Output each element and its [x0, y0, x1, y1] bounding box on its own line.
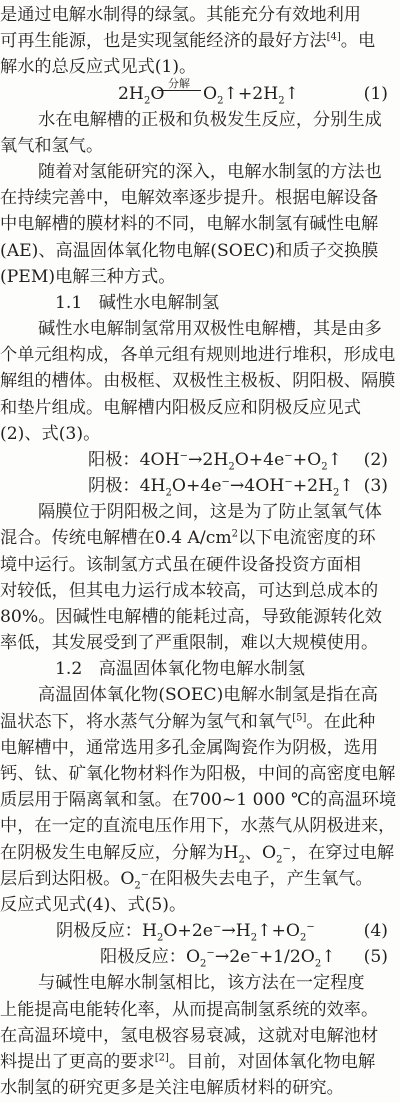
text-line: (AE)、高温固体氧化物电解(SOEC)和质子交换膜: [0, 240, 379, 261]
text-line: 率低，其发展受到了严重限制，难以大规模使用。: [0, 633, 379, 654]
text-line: 解水的总反应式见式(1)。: [0, 57, 197, 78]
citation: [5]: [292, 711, 307, 723]
text-line: 随着对氢能研究的深入，电解水制氢的方法也: [38, 162, 382, 182]
text-line: 可再生能源，也是实现氢能经济的最好方法[4]。电: [0, 31, 376, 52]
text-line: 在阴极发生电解反应，分解为$H_2$、$O_2^-$，在穿过电解: [0, 842, 395, 865]
text-line: 料提出了更高的要求[2]。目前，对固体氧化物电解: [0, 1051, 376, 1072]
equation-number: (2): [363, 449, 388, 470]
text-line: 解组的槽体。由极框、双极性主极板、阴阳极、隔膜: [0, 371, 396, 392]
equation-number: (4): [363, 921, 388, 941]
equation-number: (5): [363, 947, 388, 968]
text-line: (2)、式(3)。: [0, 423, 101, 444]
text-line: 在持续完善中，电解效率逐步提升。根据电解设备: [0, 188, 379, 209]
text-line: 水制氢的研究更多是关注电解质材料的研究。: [0, 1078, 344, 1098]
text-line: 和垫片组成。电解槽内阳极反应和阴极反应见式: [0, 397, 361, 418]
text-line: 与碱性电解水制氢相比，该方法在一定程度: [38, 973, 365, 994]
text-line: (PEM)电解三种方式。: [0, 266, 176, 287]
text-line: 高温固体氧化物(SOEC)电解水制氢是指在高: [38, 685, 378, 706]
text-line: 层后到达阳极。$O_2^-$在阳极失去电子，产生氧气。: [0, 868, 373, 892]
text-line: 温状态下，将水蒸气分解为氢气和氧气[5]。在此种: [0, 711, 376, 732]
text-line: 混合。传统电解槽在0.4 $A/cm^2$以下电流密度的环: [0, 528, 376, 549]
document-page: 是通过电解水制得的绿氢。其能充分有效地利用 可再生能源，也是实现氢能经济的最好方法[4]。电 解水的总反应式见式(1)。 $2H_2O$ 分解 $O_2↑+2H_2↑$ (1) 水在电解槽的正极和负极发生反应，分别生成 氧气和氢气。 随着对氢能研究的深入，电解水制氢的方法也 在持续完善中，电解效率逐步提升。根据电解设备 中电解槽的膜材料的不同，电解水制氢有碱性电解 (AE)、高温固体氧化物电解(SOEC)和质子交换膜 (PEM)电解三种方式。 1.1 碱性水电解制氢 碱性水电解制氢常用双极性电解槽，其是由多 个单元组构成，各单元组有规则地进行堆积，形成电 解组的槽体。由极框、双极性主极板、阴阳极、隔膜 和垫片组成。电解槽内阳极反应和阴极反应见式 (2)、式(3)。 阳极：$4OH^-\to 2H_2O+4e^-+O_2↑$ (2) 阴极：$4H_2O+4e^-\to 4OH^-+2H_2↑$ (3) 隔膜位于阴阳极之间，这是为了防止氢氧气体 混合。传统电解槽在0.4 $A/cm^2$以下电流密度的环 境中运行。该制氢方式虽在硬件设备投资方面相 对较低，但其电力运行成本较高，可达到总成本的 80%。因碱性电解槽的能耗过高，导致能源转化效 率低，其发展受到了严重限制，难以大规模使用。 1.2 高温固体氧化物电解水制氢 高温固体氧化物(SOEC)电解水制氢是指在高 温状态下，将水蒸气分解为氢气和氧气[5]。在此种 电解槽中，通常选用多孔金属陶瓷作为阴极，选用 钙、钛、矿氧化物材料作为阳极，中间的高密度电解 质层用于隔离氧和氢。在700~1 000 ℃的高温环境 中，在一定的直流电压作用下，水蒸气从阴极进来， 在阴极发生电解反应，分解为$H_2$、$O_2^-$，在穿过电解 层后到达阳极。$O_2^-$在阳极失去电子，产生氧气。 反应式见式(4)、式(5)。 阴极反应：$H_2O+2e^-\to H_2↑+O_2^-$ (4) 阳极反应：$O_2^-\to 2e^-+1/2O_2↑$ (5) 与碱性电解水制氢相比，该方法在一定程度 上能提高电能转化率，从而提高制氢系统的效率。 在高温环境中，氢电极容易衰减，这就对电解池材 料提出了更高的要求[2]。目前，对固体氧化物电解 水制氢的研究更多是关注电解质材料的研究。: [0, 0, 400, 1103]
text-line: 电解槽中，通常选用多孔金属陶瓷作为阴极，选用: [0, 737, 379, 758]
text-line: 中电解槽的膜材料的不同，电解水制氢有碱性电解: [0, 214, 379, 235]
citation: [4]: [326, 31, 341, 43]
text-line: 境中运行。该制氢方式虽在硬件设备投资方面相: [0, 554, 361, 575]
text-line: 反应式见式(4)、式(5)。: [0, 894, 187, 915]
text-line: 个单元组构成，各单元组有规则地进行堆积，形成电: [0, 345, 396, 366]
text-line: 80%。因碱性电解槽的能耗过高，导致能源转化效: [0, 606, 382, 627]
text-line: 隔膜位于阴阳极之间，这是为了防止氢氧气体: [38, 502, 382, 523]
text-line: 上能提高电能转化率，从而提高制氢系统的效率。: [0, 999, 379, 1020]
equation-number: (3): [363, 476, 388, 497]
text-line: 氧气和氢气。: [0, 135, 104, 156]
section-heading-1-1: 1.1 碱性水电解制氢: [55, 292, 220, 313]
section-heading-1-2: 1.2 高温固体氧化物电解水制氢: [55, 659, 305, 680]
equation-number: (1): [363, 83, 388, 104]
text-line: 钙、钛、矿氧化物材料作为阳极，中间的高密度电解: [0, 764, 396, 784]
text-line: 质层用于隔离氧和氢。在700~1 000 ℃的高温环境: [0, 790, 397, 811]
text-line: 碱性水电解制氢常用双极性电解槽，其是由多: [38, 319, 382, 339]
text-line: 是通过电解水制得的绿氢。其能充分有效地利用: [0, 5, 361, 25]
text-line: 水在电解槽的正极和负极发生反应，分别生成: [38, 109, 382, 130]
text-line: 在高温环境中，氢电极容易衰减，这就对电解池材: [0, 1025, 379, 1046]
text-line: 中，在一定的直流电压作用下，水蒸气从阴极进来，: [0, 816, 396, 837]
text-line: 对较低，但其电力运行成本较高，可达到总成本的: [0, 580, 379, 601]
